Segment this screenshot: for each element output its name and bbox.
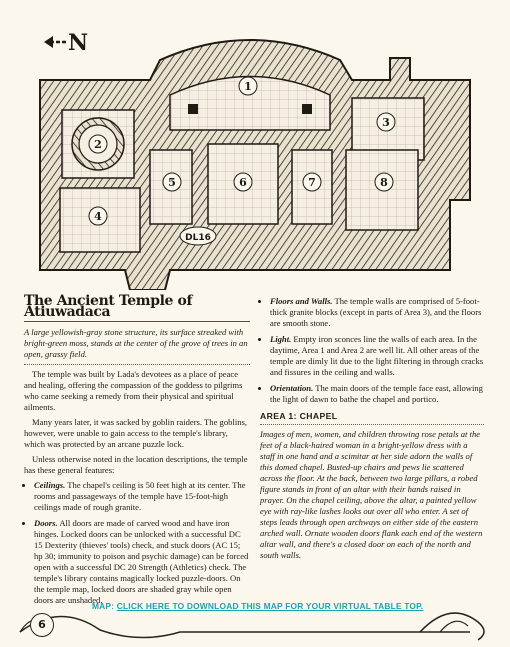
north-label: N — [68, 30, 89, 56]
room-label-4: 4 — [94, 210, 102, 223]
intro-text: A large yellowish-gray stone structure, its surface streaked with bright-green moss, stands at the center of the grove of trees in an open, grassy field. — [24, 327, 248, 359]
room-label-1: 1 — [244, 80, 252, 93]
title-rule — [24, 321, 250, 322]
map-download-link[interactable]: MAP: CLICK HERE TO DOWNLOAD THIS MAP FOR YOUR VIRTUAL TABLE TOP. — [92, 601, 424, 611]
svg-text:DL16: DL16 — [185, 233, 211, 243]
list-item: • Orientation. The main doors of the temple face east, allowing the light of dawn to bathe the chapel and portico. — [270, 383, 484, 405]
list-item: • Ceilings. The chapel's ceiling is 50 feet high at its center. The rooms and passageways of the temple have 15-foot-high ceilings made of rough granite. — [34, 480, 250, 513]
temple-map — [0, 0, 510, 290]
room-label-6: 6 — [239, 176, 247, 189]
room-label-2: 2 — [94, 138, 102, 151]
feature-list-continued — [260, 296, 484, 405]
area-description: Images of men, women, and children throwing rose petals at the feet of a black-haired woman in a bright-yellow dress with a staff in one hand and a scimitar at her side adorn the walls of this domed chapel. Busted-up chairs and pews lie scattered across the floor. At the back, between two large pillars, a robed figure stands in front of an altar with their hands raised in prayer. On the chapel ceiling, above the altar, a painted yellow eye with ray-like lashes looks out over all who enter. A set of steps leads through open archways on either side of the eastern arched wall. Ornate wooden doors flank each end of the western altar wall, and there's a closed door on each of the north and south walls. — [260, 429, 483, 560]
room-label-8: 8 — [380, 176, 388, 189]
room-label-3: 3 — [382, 116, 390, 129]
paragraph-features: Unless otherwise noted in the location descriptions, the temple has these general features: — [24, 454, 248, 475]
section-title: The Ancient Temple of Atiuwadaca — [24, 293, 193, 320]
left-column — [24, 293, 250, 611]
paragraph-sacked: Many years later, it was sacked by goblin raiders. The goblins, however, were unable to gain access to the temple's library, which was protected by an arcane puzzle lock. — [24, 417, 248, 449]
dotted-divider — [24, 364, 250, 365]
room-label-7: 7 — [308, 176, 316, 189]
area-heading: AREA 1: CHAPEL — [260, 411, 338, 421]
feature-list — [24, 480, 250, 606]
list-item: • Light. Empty iron sconces line the walls of each area. In the daytime, Area 1 and Area 2 are well lit. All other areas of the temple are dimly lit due to the light filtering in through cracks and fissures in the ceiling and walls. — [270, 334, 484, 378]
dc-tag — [180, 227, 216, 245]
paragraph-history: The temple was built by Lada's devotees as a place of peace and healing, offering the compassion of the goddess to pilgrims who came seeking a remedy from their physical and spiritual ailments. — [24, 369, 243, 412]
list-item: • Doors. All doors are made of carved wood and have iron hinges. Locked doors can be unlocked with a successful DC 15 Dexterity (thieves' tools) check, and stuck doors (AC 15; hp 30; immunity to poison and psychic damage) can be forced open with a successful DC 20 Strength (Athletics) check. The temple's library contains magically locked puzzle-doors. On the temple map, locked doors are shaded gray while open doors are unshaded. — [34, 518, 250, 606]
page-number: 6 — [30, 613, 54, 637]
list-item: • Floors and Walls. The temple walls are comprised of 5-foot-thick granite blocks (except in parts of Area 3), and the floors are smooth stone. — [270, 296, 484, 329]
dotted-divider — [260, 424, 484, 425]
north-arrow-icon — [44, 30, 88, 56]
right-column — [260, 296, 484, 565]
room-label-5: 5 — [168, 176, 176, 189]
